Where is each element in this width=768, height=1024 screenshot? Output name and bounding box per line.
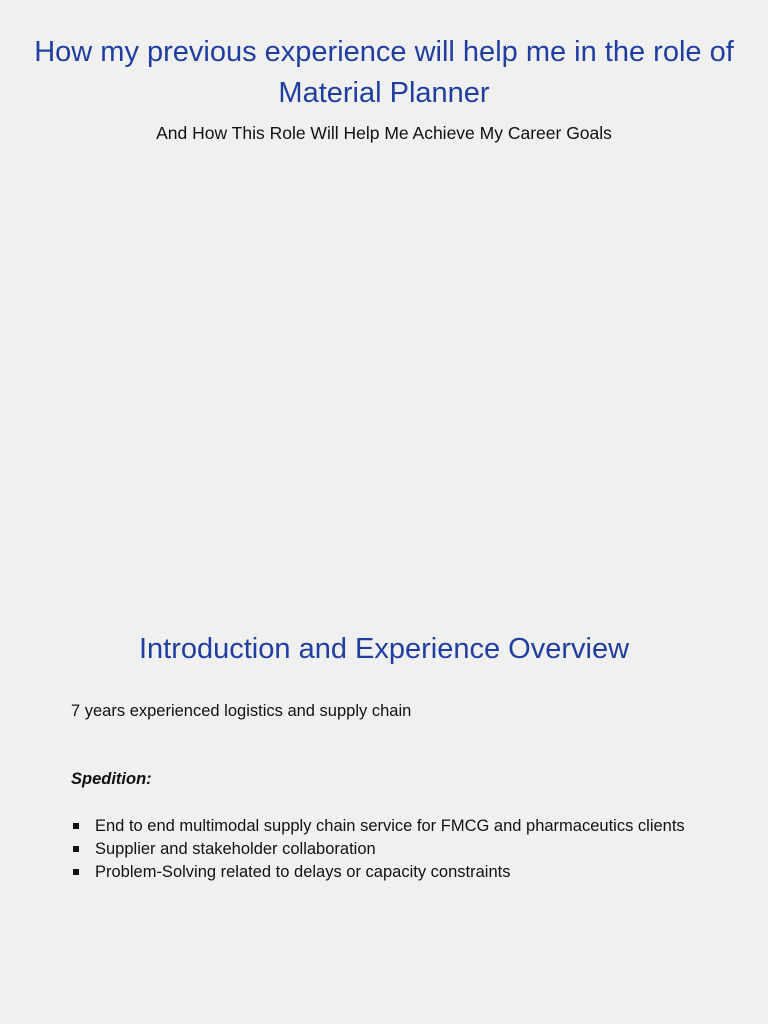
square-bullet-icon bbox=[73, 869, 79, 875]
list-item bbox=[71, 838, 751, 861]
slide-introduction bbox=[0, 600, 768, 1024]
experience-bullet-list bbox=[71, 815, 751, 884]
square-bullet-icon bbox=[73, 823, 79, 829]
square-bullet-icon bbox=[73, 846, 79, 852]
company-heading: Spedition: bbox=[71, 770, 152, 788]
slide-subtitle: And How This Role Will Help Me Achieve My Career Goals bbox=[156, 123, 612, 143]
list-item-text: Problem-Solving related to delays or capacity constraints bbox=[95, 863, 511, 881]
list-item bbox=[71, 815, 751, 838]
list-item-text: Supplier and stakeholder collaboration bbox=[95, 840, 376, 858]
experience-summary: 7 years experienced logistics and supply chain bbox=[71, 702, 412, 720]
list-item bbox=[71, 861, 751, 884]
introduction-heading: Introduction and Experience Overview bbox=[138, 633, 630, 665]
slide-title-heading: How my previous experience will help me in the role of Material Planner bbox=[34, 36, 734, 109]
list-item-text: End to end multimodal supply chain service for FMCG and pharmaceutics clients bbox=[95, 817, 685, 835]
